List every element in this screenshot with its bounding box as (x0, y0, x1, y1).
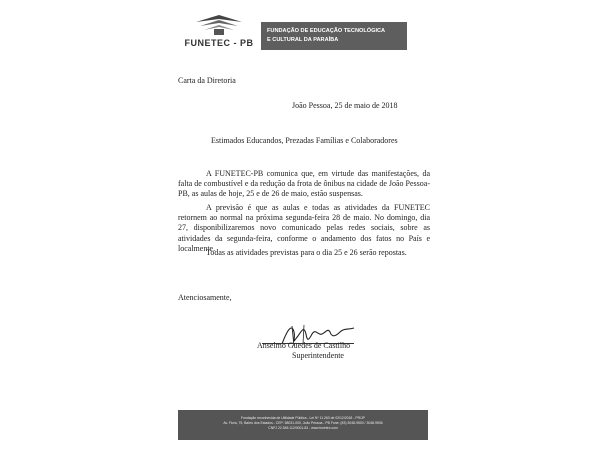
place-date: João Pessoa, 25 de maio de 2018 (292, 101, 398, 110)
footer-line-3: CNPJ 22.545.112/0001-83 - www.funetec.com (268, 426, 338, 430)
closing: Atenciosamente, (178, 293, 232, 302)
funetec-logo-icon (192, 14, 246, 38)
footer-line-1: Fundação reconhecida de Utilidade Pública - Lei Nº 11.263 de 02/12/2018 - PR/JP (241, 416, 365, 420)
letterhead (178, 14, 410, 50)
logo-text: FUNETEC - PB (184, 38, 254, 48)
paragraph-3: Todas as atividades previstas para o dia 25 e 26 serão repostas. (206, 248, 407, 257)
signer-name: Anselmo Guedes de Castilho (257, 341, 351, 350)
signer-title: Superintendente (292, 351, 344, 360)
footer-line-2: Av. Flora, 75, Bairro dos Estados - CEP: 58031-000, João Pessoa - PB Fone: (83) 3048-9500 / 3048-9506 (223, 421, 383, 425)
funetec-logo (178, 14, 260, 50)
salutation: Estimados Educandos, Prezadas Famílias e Colaboradores (211, 136, 398, 145)
org-name-line2: E CULTURAL DA PARAÍBA (267, 37, 339, 43)
org-name-line1: FUNDAÇÃO DE EDUCAÇÃO TECNOLÓGICA (267, 28, 386, 34)
paragraph-2: A previsão é que as aulas e todas as atividades da FUNETEC retornem ao normal na próxima segunda-feira 28 de maio. No domingo, dia 27, disponibilizaremos novo comunicado pelas redes sociais, sobre as atividades da segunda-feira, conforme o andamento dos fatos no País e localmente. (178, 203, 430, 253)
letter-heading: Carta da Diretoria (178, 76, 236, 85)
paragraph-1: A FUNETEC-PB comunica que, em virtude das manifestações, da falta de combustível e da redução da frota de ônibus na cidade de João Pessoa-PB, as aulas de hoje, 25 e de 26 de maio, estão suspensas. (178, 169, 430, 199)
letter-footer (178, 410, 428, 440)
organization-name-box (261, 22, 407, 50)
